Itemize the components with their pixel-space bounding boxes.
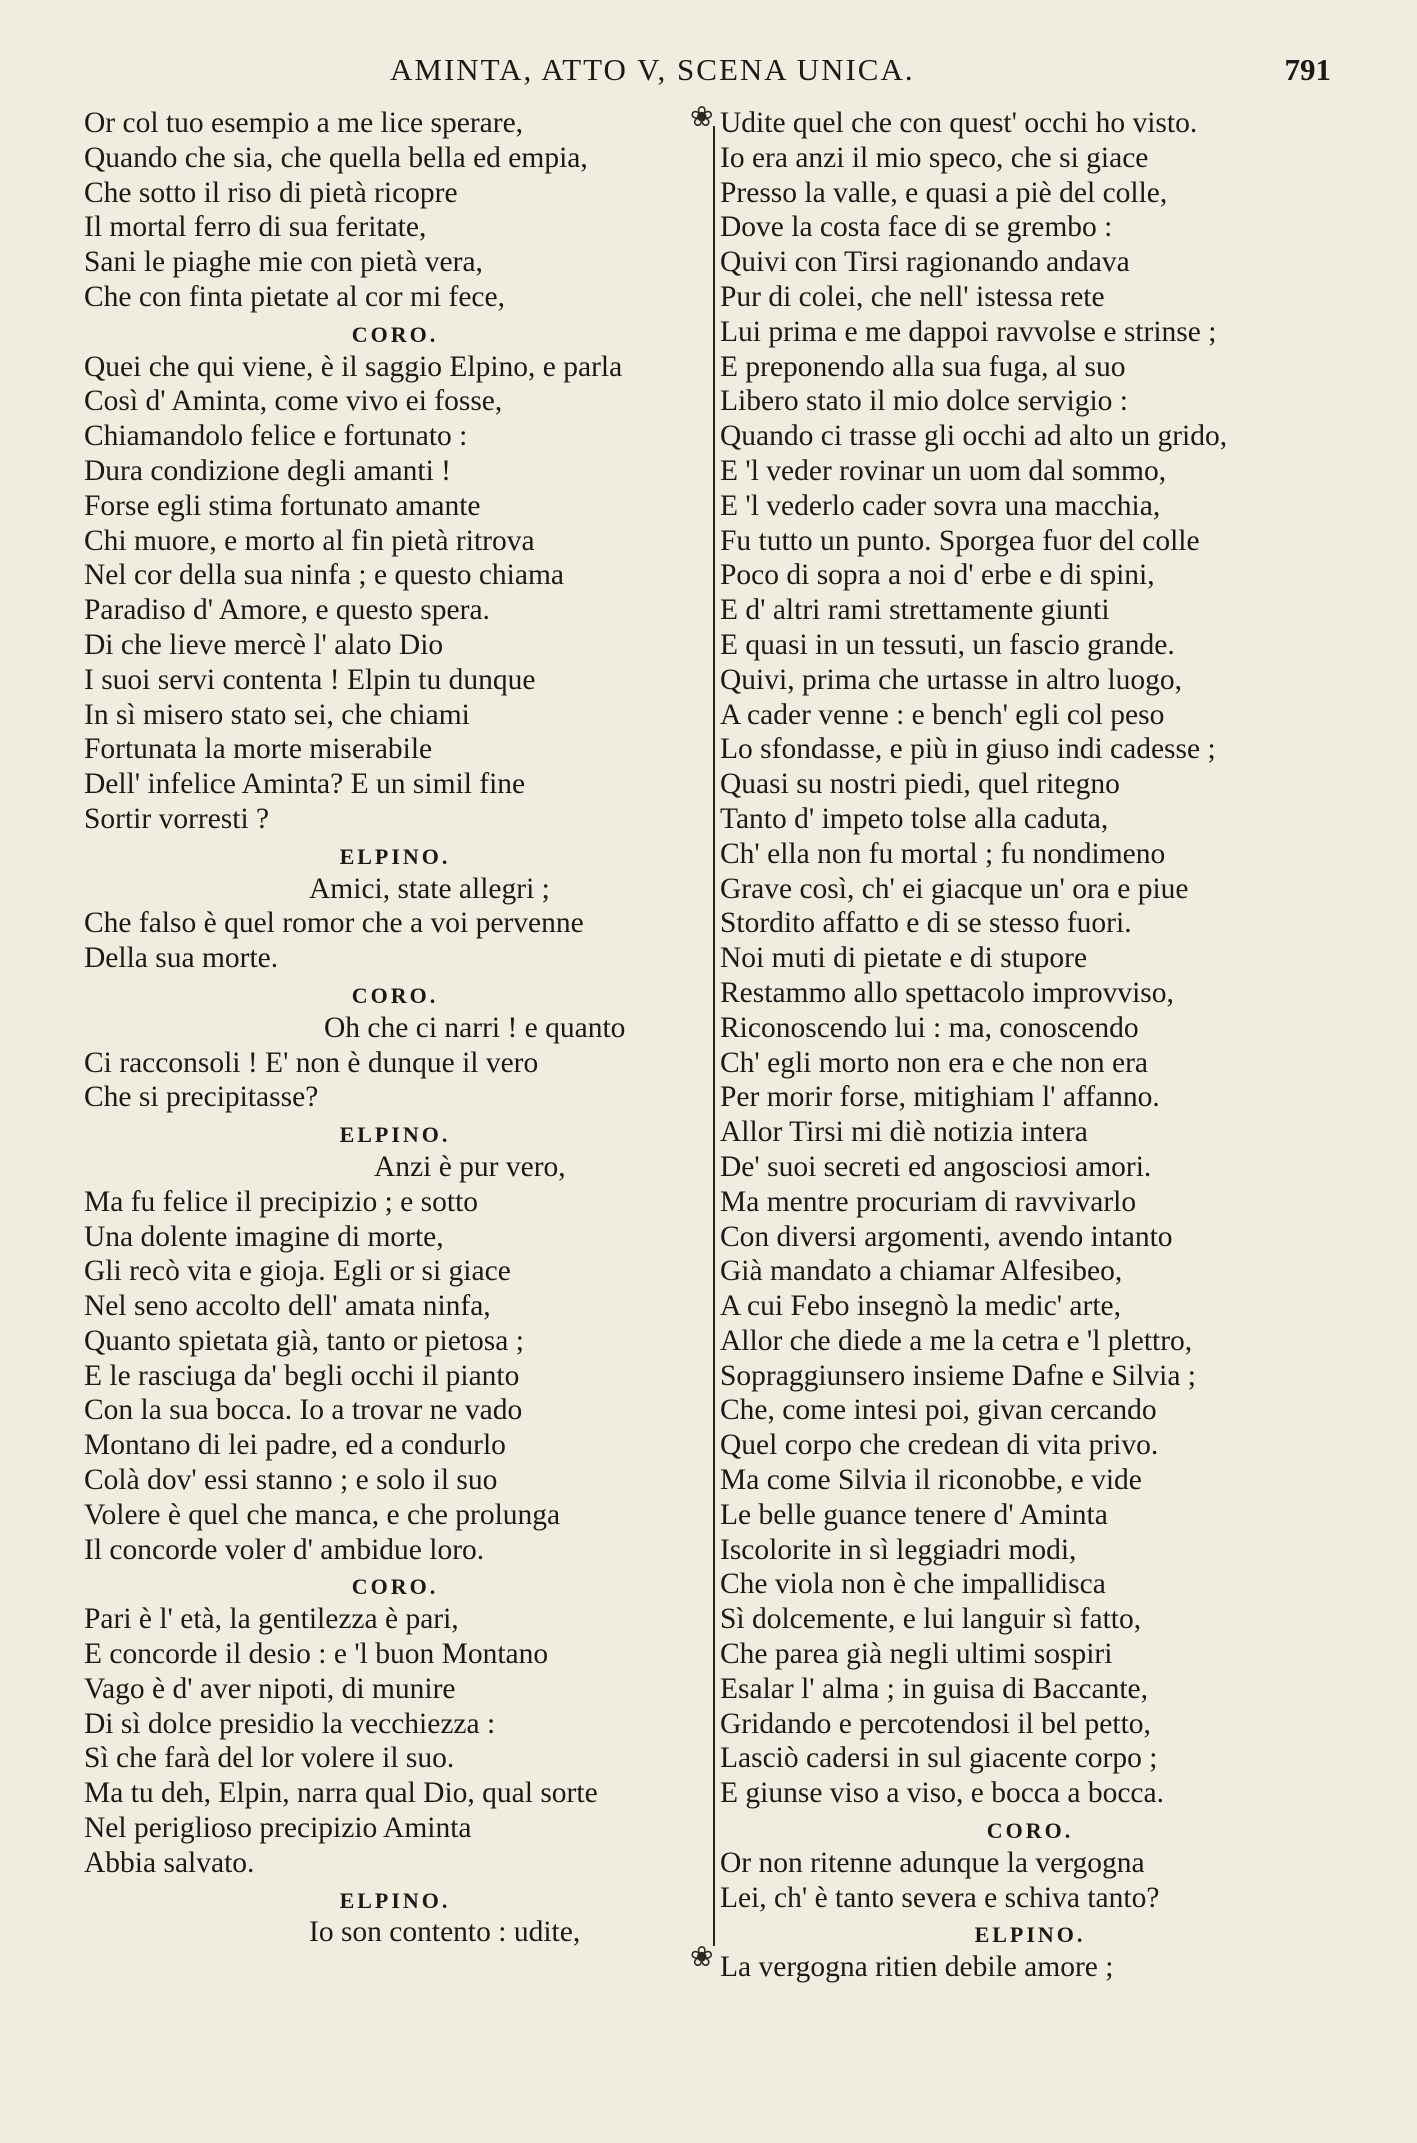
speaker-label: CORO. bbox=[351, 321, 439, 347]
verse-line: Di sì dolce presidio la vecchiezza : bbox=[84, 1707, 496, 1740]
verse-line: Che, come intesi poi, givan cercando bbox=[720, 1394, 1157, 1427]
verse-line: Ci racconsoli ! E' non è dunque il vero bbox=[84, 1046, 539, 1079]
verse-line: Allor Tirsi mi diè notizia intera bbox=[720, 1116, 1088, 1149]
speaker-label: ELPINO. bbox=[339, 843, 451, 869]
verse-line: Quel corpo che credean di vita privo. bbox=[720, 1429, 1159, 1462]
speaker-label: CORO. bbox=[986, 1818, 1074, 1844]
verse-line: E giunse viso a viso, e bocca a bocca. bbox=[720, 1777, 1164, 1810]
verse-line: Della sua morte. bbox=[84, 942, 279, 975]
verse-line: Paradiso d' Amore, e questo spera. bbox=[84, 594, 490, 627]
verse-line: Noi muti di pietate e di stupore bbox=[720, 942, 1088, 975]
verse-line: Colà dov' essi stanno ; e solo il suo bbox=[84, 1464, 498, 1497]
speaker-label: CORO. bbox=[351, 982, 439, 1008]
verse-line: Dell' infelice Aminta? E un simil fine bbox=[84, 768, 526, 801]
verse-line: Che si precipitasse? bbox=[84, 1081, 319, 1114]
verse-line: Quivi con Tirsi ragionando andava bbox=[720, 246, 1130, 279]
verse-line: Che viola non è che impallidisca bbox=[720, 1568, 1106, 1601]
verse-line: Gli recò vita e gioja. Egli or si giace bbox=[84, 1255, 511, 1288]
verse-line: Ch' ella non fu mortal ; fu nondimeno bbox=[720, 837, 1166, 870]
speaker-label: ELPINO. bbox=[339, 1887, 451, 1913]
verse-line: Anzi è pur vero, bbox=[374, 1150, 566, 1183]
verse-line: Tanto d' impeto tolse alla caduta, bbox=[720, 802, 1109, 835]
verse-line: Il mortal ferro di sua feritate, bbox=[84, 211, 427, 244]
verse-line: Lei, ch' è tanto severa e schiva tanto? bbox=[720, 1881, 1160, 1914]
verse-line: E le rasciuga da' begli occhi il pianto bbox=[84, 1359, 520, 1392]
verse-line: E concorde il desio : e 'l buon Montano bbox=[84, 1638, 549, 1671]
verse-line: Volere è quel che manca, e che prolunga bbox=[84, 1498, 561, 1531]
verse-line: Lo sfondasse, e più in giuso indi cadesse ; bbox=[720, 733, 1216, 766]
speaker-label: CORO. bbox=[351, 1574, 439, 1600]
verse-line: Nel periglioso precipizio Aminta bbox=[84, 1812, 472, 1845]
verse-line: Or col tuo esempio a me lice sperare, bbox=[84, 107, 524, 139]
verse-line: Con diversi argomenti, avendo intanto bbox=[720, 1220, 1173, 1253]
verse-line: Una dolente imagine di morte, bbox=[84, 1220, 444, 1253]
verse-line: De' suoi secreti ed angosciosi amori. bbox=[720, 1150, 1152, 1183]
verse-line: Restammo allo spettacolo improvviso, bbox=[720, 976, 1174, 1009]
verse-line: Gridando e percotendosi il bel petto, bbox=[720, 1707, 1151, 1740]
verse-line: Vago è d' aver nipoti, di munire bbox=[84, 1672, 456, 1705]
verse-line: Esalar l' alma ; in guisa di Baccante, bbox=[720, 1672, 1148, 1705]
verse-line: Pur di colei, che nell' istessa rete bbox=[720, 280, 1105, 313]
verse-line: Di che lieve mercè l' alato Dio bbox=[84, 628, 444, 661]
verse-line: Amici, state allegri ; bbox=[309, 872, 550, 905]
verse-line: Che con finta pietate al cor mi fece, bbox=[84, 280, 505, 313]
verse-line: Già mandato a chiamar Alfesibeo, bbox=[720, 1255, 1123, 1288]
verse-line: Che parea già negli ultimi sospiri bbox=[720, 1638, 1113, 1671]
verse-line: Sani le piaghe mie con pietà vera, bbox=[84, 246, 483, 279]
verse-line: Abbia salvato. bbox=[84, 1846, 255, 1879]
page-number: 791 bbox=[1284, 52, 1331, 87]
verse-line: Il concorde voler d' ambidue loro. bbox=[84, 1533, 485, 1566]
verse-line: Forse egli stima fortunato amante bbox=[84, 489, 481, 522]
verse-line: Io son contento : udite, bbox=[309, 1916, 581, 1949]
left-column bbox=[84, 106, 706, 1950]
verse-line: Ma mentre procuriam di ravvivarlo bbox=[720, 1185, 1137, 1218]
verse-line: E quasi in un tessuti, un fascio grande. bbox=[720, 628, 1175, 661]
verse-line: Ch' egli morto non era e che non era bbox=[720, 1046, 1148, 1079]
verse-line: Allor che diede a me la cetra e 'l plettro, bbox=[720, 1324, 1193, 1357]
page-header bbox=[0, 52, 1417, 92]
verse-line: Quando ci trasse gli occhi ad alto un grido, bbox=[720, 420, 1228, 453]
running-title: AMINTA, ATTO V, SCENA UNICA. bbox=[390, 52, 915, 87]
verse-line: Ma come Silvia il riconobbe, e vide bbox=[720, 1464, 1142, 1497]
verse-line: Pari è l' età, la gentilezza è pari, bbox=[84, 1603, 459, 1636]
verse-line: Nel seno accolto dell' amata ninfa, bbox=[84, 1290, 491, 1323]
verse-line: In sì misero stato sei, che chiami bbox=[84, 698, 470, 731]
verse-line: Quasi su nostri piedi, quel ritegno bbox=[720, 768, 1120, 801]
verse-line: A cui Febo insegnò la medic' arte, bbox=[720, 1290, 1122, 1323]
verse-line: Per morir forse, mitighiam l' affanno. bbox=[720, 1081, 1160, 1114]
verse-line: Sortir vorresti ? bbox=[84, 802, 270, 835]
verse-line: Quanto spietata già, tanto or pietosa ; bbox=[84, 1324, 524, 1357]
verse-line: Poco di sopra a noi d' erbe e di spini, bbox=[720, 559, 1155, 592]
verse-line: Chi muore, e morto al fin pietà ritrova bbox=[84, 524, 535, 557]
verse-line: Stordito affatto e di se stesso fuori. bbox=[720, 907, 1132, 940]
verse-line: La vergogna ritien debile amore ; bbox=[720, 1951, 1114, 1984]
verse-line: Quivi, prima che urtasse in altro luogo, bbox=[720, 663, 1183, 696]
verse-line: Fu tutto un punto. Sporgea fuor del colle bbox=[720, 524, 1200, 557]
verse-line: Così d' Aminta, come vivo ei fosse, bbox=[84, 385, 503, 418]
verse-line: Iscolorite in sì leggiadri modi, bbox=[720, 1533, 1077, 1566]
verse-line: Libero stato il mio dolce servigio : bbox=[720, 385, 1129, 418]
fleuron-top-icon: ❀ bbox=[690, 102, 714, 133]
verse-line: Lui prima e me dappoi ravvolse e strinse ; bbox=[720, 315, 1217, 348]
verse-line: Quei che qui viene, è il saggio Elpino, e parla bbox=[84, 350, 623, 383]
verse-line: I suoi servi contenta ! Elpin tu dunque bbox=[84, 663, 536, 696]
verse-line: A cader venne : e bench' egli col peso bbox=[720, 698, 1165, 731]
verse-line: Che sotto il riso di pietà ricopre bbox=[84, 176, 458, 209]
verse-line: Lasciò cadersi in sul giacente corpo ; bbox=[720, 1742, 1158, 1775]
verse-line: Nel cor della sua ninfa ; e questo chiama bbox=[84, 559, 565, 592]
column-divider bbox=[713, 126, 715, 1946]
verse-line: Chiamandolo felice e fortunato : bbox=[84, 420, 468, 453]
speaker-label: ELPINO. bbox=[974, 1922, 1086, 1948]
verse-line: Oh che ci narri ! e quanto bbox=[324, 1011, 626, 1044]
verse-line: Dove la costa face di se grembo : bbox=[720, 211, 1113, 244]
verse-line: Ma tu deh, Elpin, narra qual Dio, qual sorte bbox=[84, 1777, 598, 1810]
verse-line: Quando che sia, che quella bella ed empia, bbox=[84, 141, 588, 174]
verse-line: Che falso è quel romor che a voi pervenne bbox=[84, 907, 584, 940]
verse-line: Le belle guance tenere d' Aminta bbox=[720, 1498, 1108, 1531]
verse-line: Udite quel che con quest' occhi ho visto. bbox=[720, 107, 1198, 139]
verse-line: Io era anzi il mio speco, che si giace bbox=[720, 141, 1149, 174]
verse-line: Sì dolcemente, e lui languir sì fatto, bbox=[720, 1603, 1142, 1636]
verse-line: Or non ritenne adunque la vergogna bbox=[720, 1846, 1145, 1879]
verse-line: Ma fu felice il precipizio ; e sotto bbox=[84, 1185, 479, 1218]
fleuron-bottom-icon: ❀ bbox=[690, 1942, 714, 1973]
verse-line: E 'l vederlo cader sovra una macchia, bbox=[720, 489, 1161, 522]
verse-line: E d' altri rami strettamente giunti bbox=[720, 594, 1110, 627]
verse-line: Con la sua bocca. Io a trovar ne vado bbox=[84, 1394, 523, 1427]
right-column bbox=[720, 106, 1340, 1985]
verse-line: Montano di lei padre, ed a condurlo bbox=[84, 1429, 506, 1462]
verse-line: E preponendo alla sua fuga, al suo bbox=[720, 350, 1126, 383]
verse-line: Dura condizione degli amanti ! bbox=[84, 454, 451, 487]
verse-line: Presso la valle, e quasi a piè del colle, bbox=[720, 176, 1168, 209]
verse-line: E 'l veder rovinar un uom dal sommo, bbox=[720, 454, 1167, 487]
speaker-label: ELPINO. bbox=[339, 1122, 451, 1148]
verse-line: Grave così, ch' ei giacque un' ora e piue bbox=[720, 872, 1189, 905]
verse-line: Riconoscendo lui : ma, conoscendo bbox=[720, 1011, 1139, 1044]
verse-line: Fortunata la morte miserabile bbox=[84, 733, 433, 766]
verse-line: Sì che farà del lor volere il suo. bbox=[84, 1742, 455, 1775]
verse-line: Sopraggiunsero insieme Dafne e Silvia ; bbox=[720, 1359, 1196, 1392]
